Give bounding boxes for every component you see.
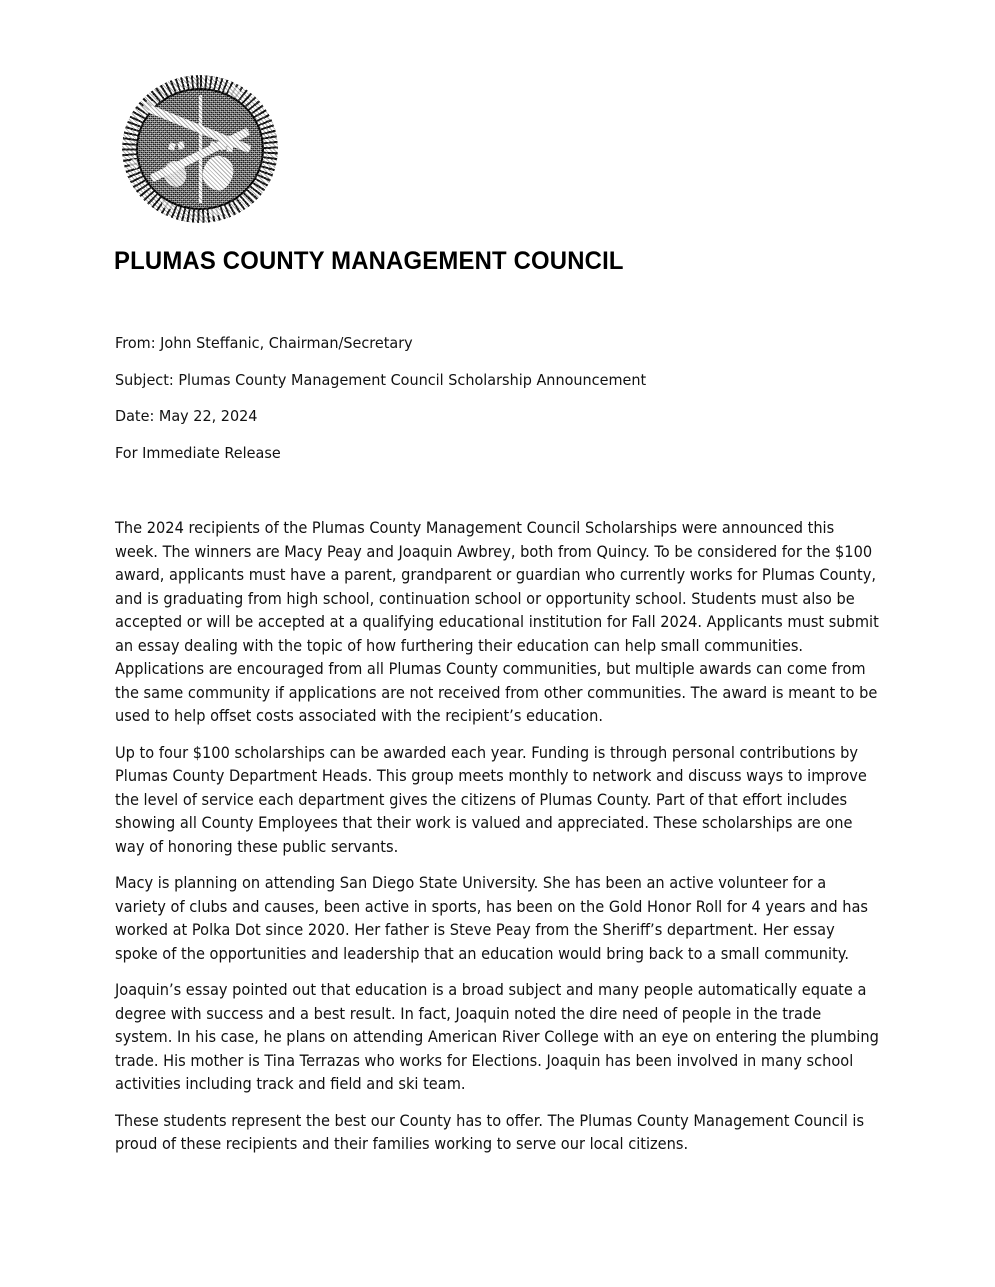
county-seal-logo bbox=[122, 75, 278, 223]
seal-detail-mark bbox=[178, 141, 185, 149]
body-paragraph: Up to four $100 scholarships can be awarded each year. Funding is through personal contributions by Plumas County Department Heads. This group meets monthly to network and discuss ways to improve the level of service each department gives the citizens of Plumas County. Part of that effort includes showing all County Employees that their work is valued and appreciated. These scholarships are one way of honoring these public servants. bbox=[115, 743, 867, 856]
document-body bbox=[115, 517, 915, 1157]
meta-from: From: John Steffanic, Chairman/Secretary bbox=[115, 334, 413, 352]
body-paragraph: The 2024 recipients of the Plumas County Management Council Scholarships were announced this week. The winners are Macy Peay and Joaquin Awbrey, both from Quincy. To be considered for the $100 award, applicants must have a parent, grandparent or guardian who currently works for Plumas County, and is graduating from high school, continuation school or opportunity school. Students must also be accepted or will be accepted at a qualifying educational institution for Fall 2024. Applicants must submit an essay dealing with the topic of how furthering their education can help small communities. Applications are encouraged from all Plumas County communities, but multiple awards can come from the same community if applications are not received from other communities. The award is meant to be used to help offset costs associated with the recipient’s education. bbox=[115, 519, 879, 725]
meta-subject: Subject: Plumas County Management Council Scholarship Announcement bbox=[115, 370, 647, 389]
seal-detail-mark bbox=[226, 145, 233, 153]
plumas-county-seal-icon bbox=[122, 75, 278, 223]
seal-detail-mark bbox=[168, 142, 176, 151]
seal-inner-disc bbox=[136, 88, 264, 210]
page-title: PLUMAS COUNTY MANAGEMENT COUNCIL bbox=[114, 247, 624, 275]
seal-emblem-shape-right bbox=[199, 153, 236, 193]
meta-date: Date: May 22, 2024 bbox=[115, 407, 258, 425]
body-paragraph: Joaquin’s essay pointed out that education is a broad subject and many people automatically equate a degree with success and a best result. In fact, Joaquin noted the dire need of people in the trade system. In his case, he plans on attending American River College with an eye on entering the plumbing trade. His mother is Tina Terrazas who works for Elections. Joaquin has been involved in many school activities including track and field and ski team. bbox=[115, 981, 879, 1093]
document-metadata bbox=[115, 334, 905, 480]
meta-release: For Immediate Release bbox=[115, 443, 281, 462]
body-paragraph: Macy is planning on attending San Diego State University. She has been an active volunteer for a variety of clubs and causes, been active in sports, has been on the Gold Honor Roll for 4 years and has worked at Polka Dot since 2020. Her father is Steve Peay from the Sheriff’s department. Her essay spoke of the opportunities and leadership that an education would bring back to a small community. bbox=[115, 874, 869, 963]
body-paragraph: These students represent the best our County has to offer. The Plumas County Management Council is proud of these recipients and their families working to serve our local citizens. bbox=[115, 1111, 865, 1153]
